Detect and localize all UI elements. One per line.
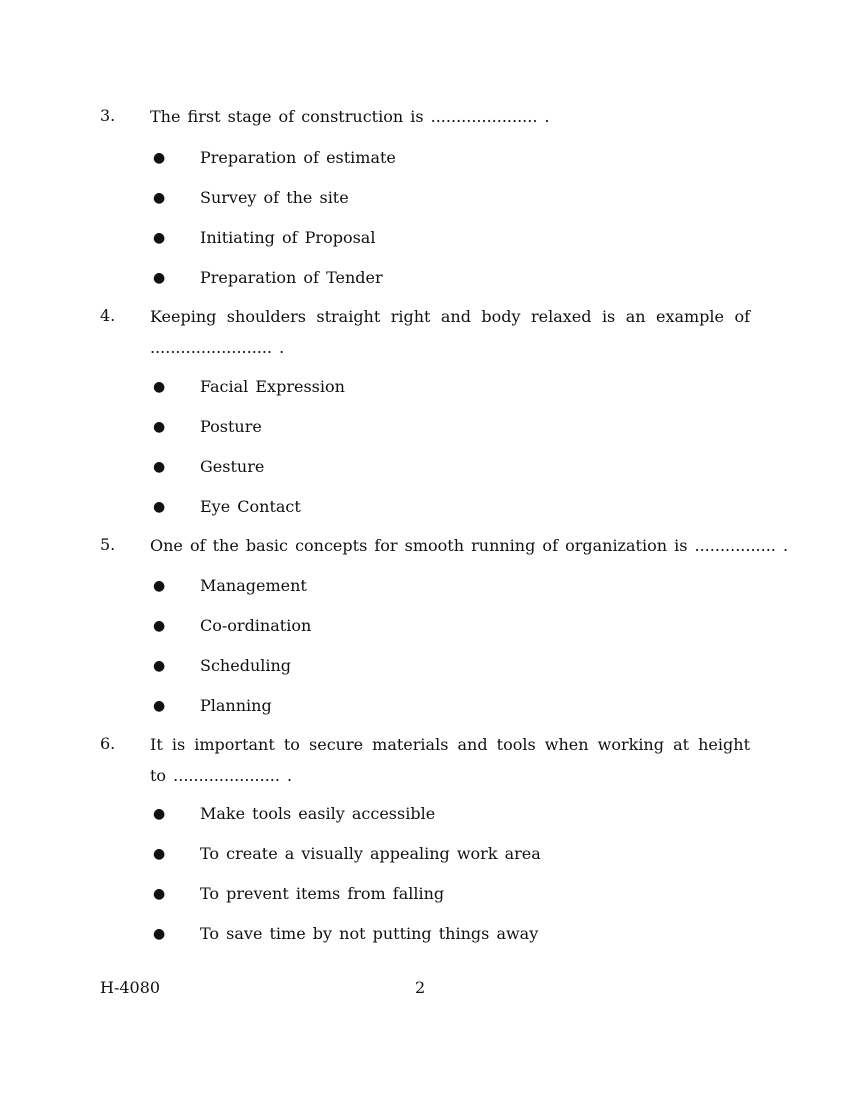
option-item	[150, 804, 750, 844]
question-text: One of the basic concepts for smooth running of organization is ................ .	[150, 536, 789, 555]
option-label: Eye Contact	[200, 497, 301, 516]
option-item	[150, 616, 750, 656]
bullet-icon: ●	[153, 886, 166, 902]
option-label: Make tools easily accessible	[200, 804, 436, 823]
question-number: 5.	[100, 535, 116, 554]
option-label: Planning	[200, 696, 272, 715]
bullet-icon: ●	[153, 618, 166, 634]
option-label: Gesture	[200, 457, 265, 476]
option-label: To create a visually appealing work area	[200, 844, 541, 863]
bullet-icon: ●	[153, 806, 166, 822]
option-label: Management	[200, 576, 307, 595]
option-label: Initiating of Proposal	[200, 228, 376, 247]
question-number: 3.	[100, 106, 116, 125]
option-item	[150, 377, 750, 417]
option-label: Preparation of Tender	[200, 268, 383, 287]
bullet-icon: ●	[153, 459, 166, 475]
option-item	[150, 228, 750, 268]
bullet-icon: ●	[153, 578, 166, 594]
option-item	[150, 457, 750, 497]
option-list	[150, 804, 750, 964]
bullet-icon: ●	[153, 658, 166, 674]
question-text: Keeping shoulders straight right and body relaxed is an example of ........................ .	[150, 307, 750, 357]
option-label: Facial Expression	[200, 377, 345, 396]
option-item	[150, 924, 750, 964]
option-label: Scheduling	[200, 656, 292, 675]
option-list	[150, 576, 750, 736]
option-item	[150, 148, 750, 188]
option-item	[150, 844, 750, 884]
question-text: It is important to secure materials and tools when working at height to ..................... .	[150, 735, 750, 785]
option-label: Preparation of estimate	[200, 148, 396, 167]
bullet-icon: ●	[153, 846, 166, 862]
bullet-icon: ●	[153, 419, 166, 435]
question-number: 6.	[100, 734, 116, 753]
option-item	[150, 188, 750, 228]
page-number: 2	[415, 978, 426, 997]
bullet-icon: ●	[153, 190, 166, 206]
option-item	[150, 656, 750, 696]
paper-code: H-4080	[100, 978, 161, 997]
option-list	[150, 148, 750, 308]
option-item	[150, 417, 750, 457]
bullet-icon: ●	[153, 150, 166, 166]
option-label: Co-ordination	[200, 616, 312, 635]
bullet-icon: ●	[153, 499, 166, 515]
bullet-icon: ●	[153, 270, 166, 286]
option-label: Posture	[200, 417, 262, 436]
bullet-icon: ●	[153, 230, 166, 246]
question-number: 4.	[100, 306, 116, 325]
option-item	[150, 884, 750, 924]
question-text: The first stage of construction is ..................... .	[150, 107, 550, 126]
bullet-icon: ●	[153, 926, 166, 942]
option-label: To prevent items from falling	[200, 884, 445, 903]
option-item	[150, 576, 750, 616]
option-label: Survey of the site	[200, 188, 349, 207]
option-label: To save time by not putting things away	[200, 924, 539, 943]
bullet-icon: ●	[153, 379, 166, 395]
option-list	[150, 377, 750, 537]
bullet-icon: ●	[153, 698, 166, 714]
